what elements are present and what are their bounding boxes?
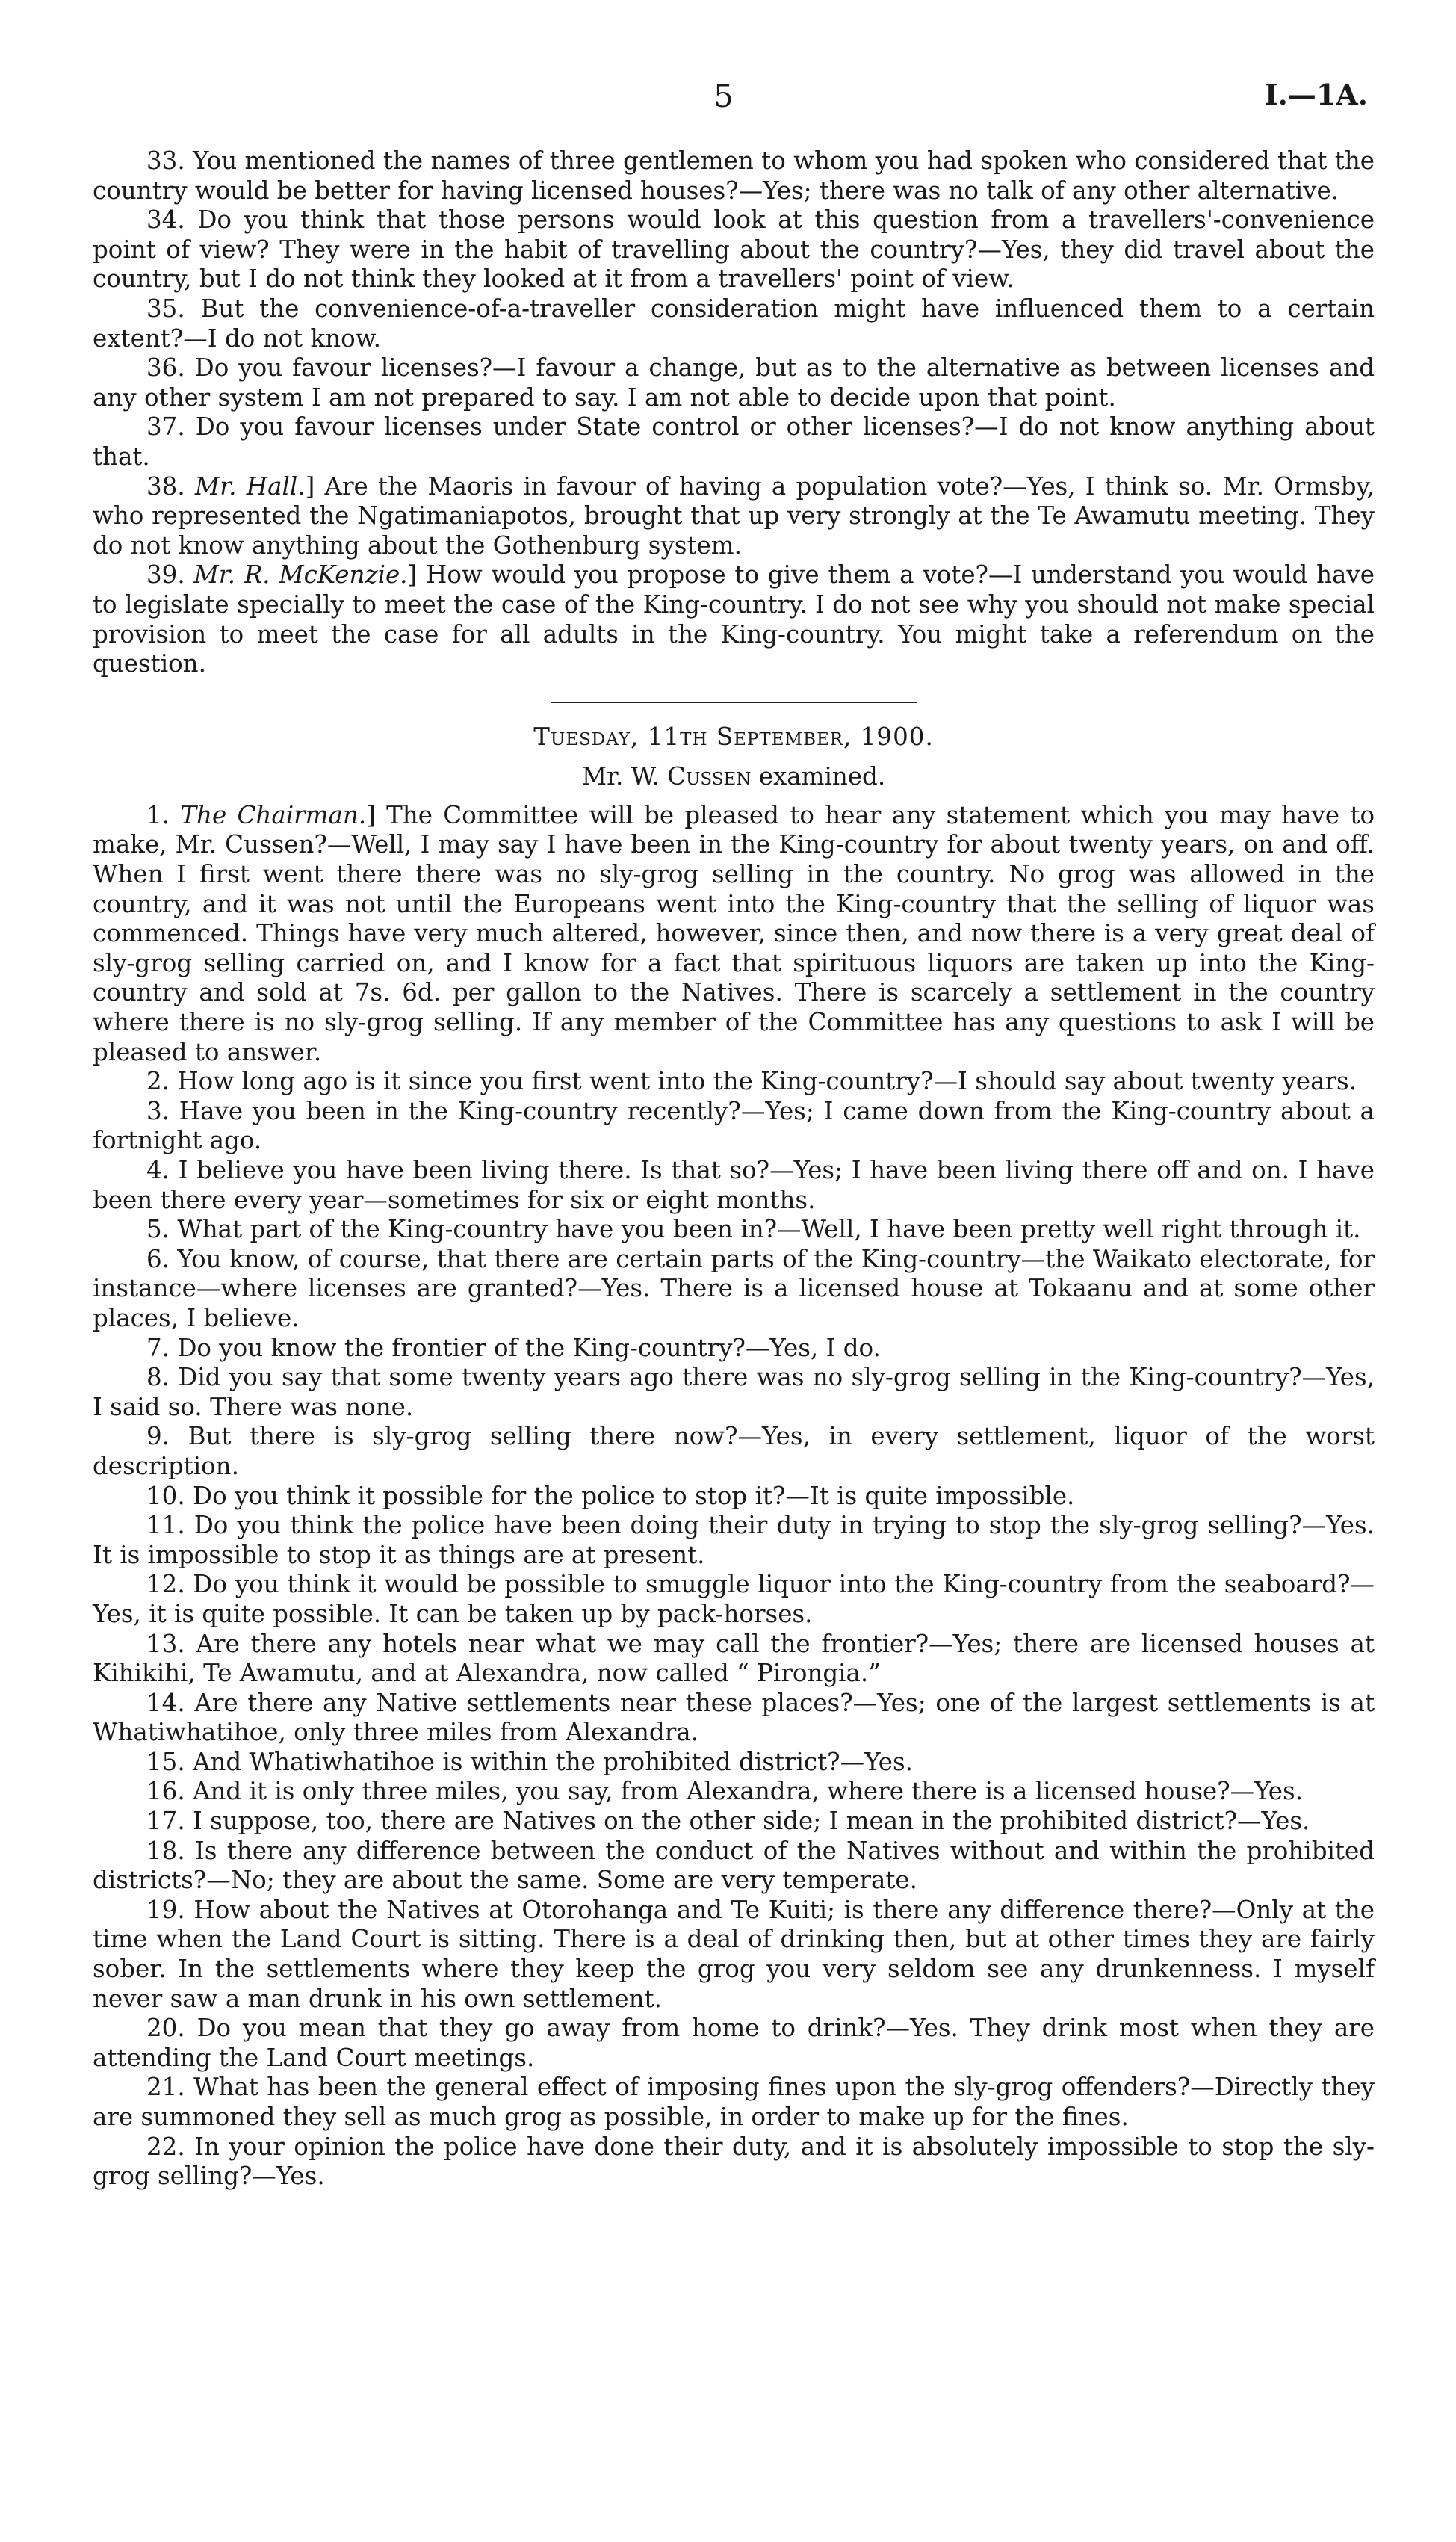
speaker-name: Mr. Hall. (194, 471, 306, 501)
question-paragraph (93, 1630, 1375, 1689)
question-text: 13. Are there any hotels near what we may call the frontier?—Yes; there are licensed houses at Kihikihi, Te Awamutu, and at Alexandra, now called “ Pirongia.” (93, 1629, 1375, 1688)
question-text: 4. I believe you have been living there. Is that so?—Yes; I have been living there off and on. I have been there every year—sometimes for six or eight months. (93, 1156, 1375, 1214)
question-text: 2. How long ago is it since you first went into the King-country?—I should say about twenty years. (146, 1067, 1357, 1096)
question-paragraph (93, 1777, 1375, 1807)
question-text: 37. Do you favour licenses under State control or other licenses?—I do not know anything about that. (93, 412, 1375, 471)
question-text: ] The Committee will be pleased to hear any statement which you may have to make, Mr. Cussen?—Well, I may say I have been in the King-country for about twenty years, on and off. When I first went there there was no sly-grog selling in the country. No grog was allowed in the country, and it was not until the Europeans went into the King-country that the selling of liquor was commenced. Things have very much altered, however, since then, and now there is a very great deal of sly-grog selling carried on, and I know for a fact that spirituous liquors are taken up into the King-country and sold at 7s. 6d. per gallon to the Natives. There is scarcely a settlement in the country where there is no sly-grog selling. If any member of the Committee has any questions to ask I will be pleased to answer. (93, 800, 1375, 1066)
question-text: 20. Do you mean that they go away from home to drink?—Yes. They drink most when they are attending the Land Court meetings. (93, 2014, 1375, 2072)
question-paragraph (93, 1748, 1375, 1778)
question-text: 18. Is there any difference between the conduct of the Natives without and within the prohibited districts?—No; they are about the same. Some are very temperate. (93, 1836, 1375, 1895)
question-paragraph (93, 1067, 1375, 1097)
question-paragraph (93, 205, 1375, 294)
speaker-name: The Chairman. (180, 800, 367, 829)
question-paragraph (93, 1482, 1375, 1512)
question-text: 6. You know, of course, that there are certain parts of the King-country—the Waikato electorate, for instance—where licenses are granted?—Yes. There is a licensed house at Tokaanu and at some other places, I believe. (93, 1244, 1375, 1332)
question-text: ] Are the Maoris in favour of having a population vote?—Yes, I think so. Mr. Ormsby, who represented the Ngatimaniapotos, brought that up very strongly at the Te Awamutu meeting. They do not know anything about the Gothenburg system. (93, 471, 1375, 560)
question-paragraph (93, 1363, 1375, 1422)
question-paragraph (93, 1570, 1375, 1629)
question-paragraph (93, 1807, 1375, 1837)
question-text: 33. You mentioned the names of three gentlemen to whom you had spoken who considered that the country would be better for having licensed houses?—Yes; there was no talk of any other alternative. (93, 146, 1375, 205)
question-paragraph (93, 1215, 1375, 1245)
question-number: 38. (146, 471, 195, 501)
question-paragraph (93, 1689, 1375, 1748)
question-paragraph (93, 1896, 1375, 2014)
question-paragraph (93, 1245, 1375, 1334)
question-text: 3. Have you been in the King-country recently?—Yes; I came down from the King-country about a fortnight ago. (93, 1096, 1375, 1155)
question-text: 19. How about the Natives at Otorohanga and Te Kuiti; is there any difference there?—Only at the time when the Land Court is sitting. There is a deal of drinking then, but at other times they are fairly sober. In the settlements where they keep the grog you very seldom see any drunkenness. I myself never saw a man drunk in his own settlement. (93, 1895, 1375, 2013)
question-text: 16. And it is only three miles, you say, from Alexandra, where there is a licensed house?—Yes. (146, 1777, 1304, 1806)
page-header (0, 78, 1456, 130)
witness-name: Cussen (667, 762, 752, 791)
question-text: 35. But the convenience-of-a-traveller consideration might have influenced them to a certain extent?—I do not know. (93, 294, 1375, 353)
question-text: 34. Do you think that those persons would look at this question from a travellers'-convenience point of view? They were in the habit of travelling about the country?—Yes, they did travel about the country, but I do not think they looked at it from a travellers' point of view. (93, 205, 1375, 294)
document-body (93, 146, 1375, 2192)
question-text: 5. What part of the King-country have you been in?—Well, I have been pretty well right through it. (146, 1215, 1361, 1244)
question-text: 15. And Whatiwhatihoe is within the prohibited district?—Yes. (146, 1747, 913, 1776)
question-paragraph (93, 146, 1375, 205)
question-text: 21. What has been the general effect of imposing fines upon the sly-grog offenders?—Directly they are summoned they sell as much grog as possible, in order to make up for the fines. (93, 2073, 1375, 2131)
question-paragraph (93, 1156, 1375, 1215)
question-paragraph (93, 412, 1375, 471)
question-text: 10. Do you think it possible for the police to stop it?—It is quite impossible. (146, 1481, 1075, 1510)
section-divider (551, 702, 917, 703)
session-date: Tuesday, 11th September, 1900. (533, 722, 934, 751)
question-paragraph (93, 2014, 1375, 2073)
question-text: 12. Do you think it would be possible to smuggle liquor into the King-country from the seaboard?—Yes, it is quite possible. It can be taken up by pack-horses. (93, 1570, 1375, 1628)
question-text: 11. Do you think the police have been doing their duty in trying to stop the sly-grog selling?—Yes. It is impossible to stop it as things are at present. (93, 1511, 1375, 1569)
question-text: 22. In your opinion the police have done their duty, and it is absolutely impossible to stop the sly-grog selling?—Yes. (93, 2132, 1375, 2191)
question-paragraph (93, 2073, 1375, 2132)
question-text: 17. I suppose, too, there are Natives on the other side; I mean in the prohibited district?—Yes. (146, 1807, 1310, 1836)
question-number: 1. (146, 800, 181, 829)
witness-prefix: Mr. W. (581, 762, 668, 791)
document-reference: I.—1A. (1264, 78, 1368, 111)
question-text: 7. Do you know the frontier of the King-country?—Yes, I do. (146, 1333, 881, 1362)
question-paragraph (93, 560, 1375, 678)
question-paragraph (93, 353, 1375, 412)
question-text: 8. Did you say that some twenty years ago there was no sly-grog selling in the King-country?—Yes, I said so. There was none. (93, 1363, 1375, 1421)
question-paragraph (93, 294, 1375, 353)
question-paragraph (93, 1511, 1375, 1570)
evidence-part-1 (93, 146, 1375, 679)
question-text: ] How would you propose to give them a vote?—I understand you would have to legislate specially to meet the case of the King-country. I do not see why you should not make special provision to meet the case for all adults in the King-country. You might take a referendum on the question. (93, 560, 1375, 678)
question-number: 39. (146, 560, 194, 590)
witness-suffix: examined. (751, 762, 886, 791)
question-paragraph (93, 2133, 1375, 2192)
witness-heading (93, 762, 1375, 792)
evidence-part-2 (93, 801, 1375, 2192)
question-paragraph (93, 801, 1375, 1067)
question-paragraph (93, 472, 1375, 561)
question-paragraph (93, 1422, 1375, 1481)
page-number: 5 (713, 78, 734, 114)
question-paragraph (93, 1837, 1375, 1896)
question-text: 9. But there is sly-grog selling there now?—Yes, in every settlement, liquor of the worst description. (93, 1422, 1375, 1480)
question-text: 36. Do you favour licenses?—I favour a change, but as to the alternative as between licenses and any other system I am not prepared to say. I am not able to decide upon that point. (93, 353, 1375, 412)
question-text: 14. Are there any Native settlements near these places?—Yes; one of the largest settlements is at Whatiwhatihoe, only three miles from Alexandra. (93, 1688, 1375, 1747)
speaker-name: Mr. R. McKenzie. (193, 560, 408, 590)
question-paragraph (93, 1334, 1375, 1364)
question-paragraph (93, 1097, 1375, 1156)
